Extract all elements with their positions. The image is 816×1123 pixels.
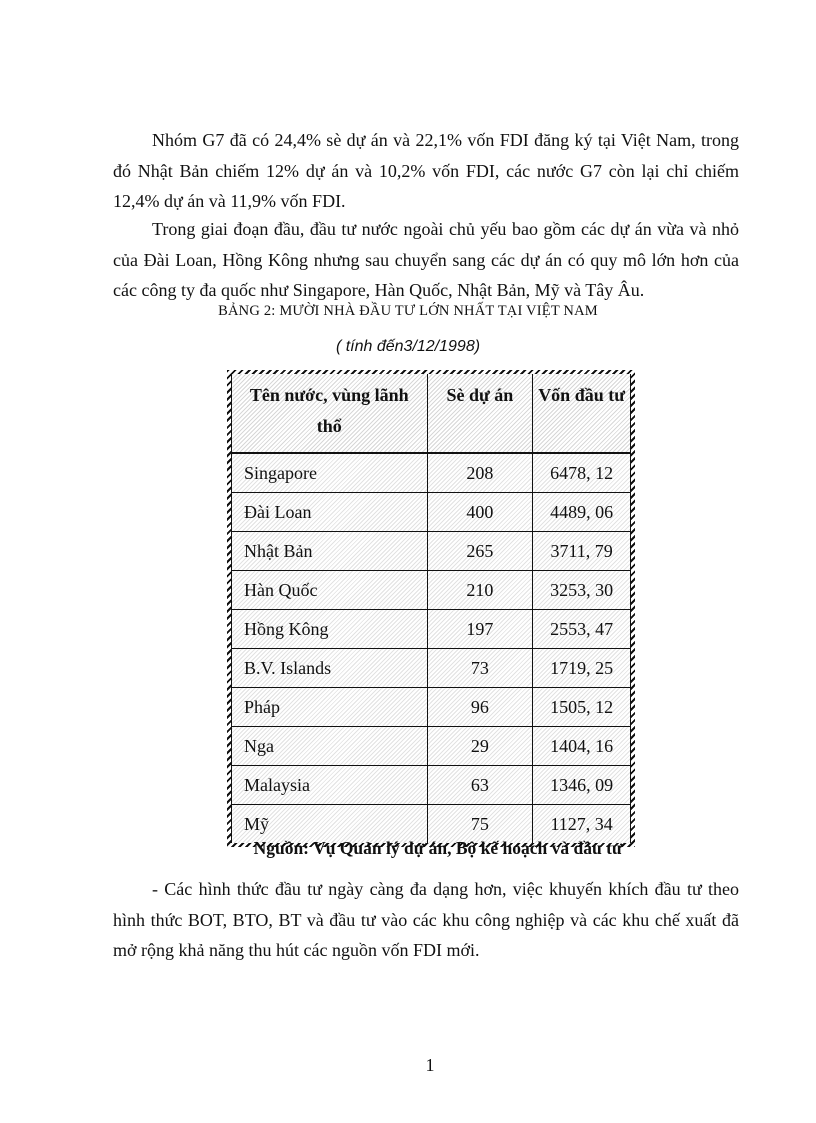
header-project-count: Sè dự án bbox=[427, 374, 533, 453]
cell-projects: 63 bbox=[427, 766, 533, 805]
table-header-row bbox=[232, 374, 631, 453]
cell-capital: 1505, 12 bbox=[533, 688, 631, 727]
table-row bbox=[232, 727, 631, 766]
table-row bbox=[232, 453, 631, 493]
cell-country: Singapore bbox=[232, 453, 428, 493]
header-investment-capital: Vốn đầu tư bbox=[533, 374, 631, 453]
page-number: 1 bbox=[425, 1055, 435, 1075]
table-row bbox=[232, 610, 631, 649]
cell-country: Mỹ bbox=[232, 805, 428, 844]
table-border-frame bbox=[227, 370, 635, 847]
cell-country: Nga bbox=[232, 727, 428, 766]
cell-projects: 96 bbox=[427, 688, 533, 727]
table-row bbox=[232, 649, 631, 688]
cell-projects: 29 bbox=[427, 727, 533, 766]
paragraph-investment-forms: - Các hình thức đầu tư ngày càng đa dạng hơn, việc khuyến khích đầu tư theo hình thức BOT, BTO, BT và đầu tư vào các khu công nghiệp và các khu chế xuất đã mở rộng khả năng thu hút các nguồn vốn FDI mới. bbox=[113, 879, 739, 960]
cell-capital: 6478, 12 bbox=[533, 453, 631, 493]
table-row bbox=[232, 571, 631, 610]
cell-country: Pháp bbox=[232, 688, 428, 727]
cell-capital: 2553, 47 bbox=[533, 610, 631, 649]
top-investors-table bbox=[231, 374, 631, 843]
table-row bbox=[232, 766, 631, 805]
cell-projects: 265 bbox=[427, 532, 533, 571]
cell-country: B.V. Islands bbox=[232, 649, 428, 688]
cell-capital: 1404, 16 bbox=[533, 727, 631, 766]
cell-country: Malaysia bbox=[232, 766, 428, 805]
cell-capital: 1719, 25 bbox=[533, 649, 631, 688]
cell-projects: 197 bbox=[427, 610, 533, 649]
cell-projects: 210 bbox=[427, 571, 533, 610]
cell-projects: 208 bbox=[427, 453, 533, 493]
table-row bbox=[232, 493, 631, 532]
cell-capital: 3711, 79 bbox=[533, 532, 631, 571]
cell-country: Hồng Kông bbox=[232, 610, 428, 649]
cell-projects: 400 bbox=[427, 493, 533, 532]
cell-country: Hàn Quốc bbox=[232, 571, 428, 610]
table-title: BẢNG 2: MƯỜI NHÀ ĐẦU TƯ LỚN NHẤT TẠI VIỆT NAM bbox=[218, 303, 598, 319]
cell-country: Đài Loan bbox=[232, 493, 428, 532]
cell-projects: 75 bbox=[427, 805, 533, 844]
table-subtitle: ( tính đến3/12/1998) bbox=[335, 338, 481, 355]
table-row bbox=[232, 532, 631, 571]
paragraph-early-phase: Trong giai đoạn đầu, đầu tư nước ngoài chủ yếu bao gồm các dự án vừa và nhỏ của Đài Loan, Hồng Kông nhưng sau chuyển sang các dự án có quy mô lớn hơn của các công ty đa quốc như Singapore, Hàn Quốc, Nhật Bản, Mỹ và Tây Âu. bbox=[113, 219, 739, 300]
cell-capital: 3253, 30 bbox=[533, 571, 631, 610]
cell-projects: 73 bbox=[427, 649, 533, 688]
cell-capital: 4489, 06 bbox=[533, 493, 631, 532]
header-country: Tên nước, vùng lãnh thổ bbox=[232, 374, 428, 453]
cell-capital: 1346, 09 bbox=[533, 766, 631, 805]
table-source-note: Nguồn: Vụ Quản lý dự án, Bộ kế hoạch và đầu tư bbox=[253, 838, 623, 858]
cell-country: Nhật Bản bbox=[232, 532, 428, 571]
table-row bbox=[232, 688, 631, 727]
cell-capital: 1127, 34 bbox=[533, 805, 631, 844]
paragraph-g7: Nhóm G7 đã có 24,4% sè dự án và 22,1% vốn FDI đăng ký tại Việt Nam, trong đó Nhật Bản chiếm 12% dự án và 10,2% vốn FDI, các nước G7 còn lại chỉ chiếm 12,4% dự án và 11,9% vốn FDI. bbox=[113, 130, 739, 211]
